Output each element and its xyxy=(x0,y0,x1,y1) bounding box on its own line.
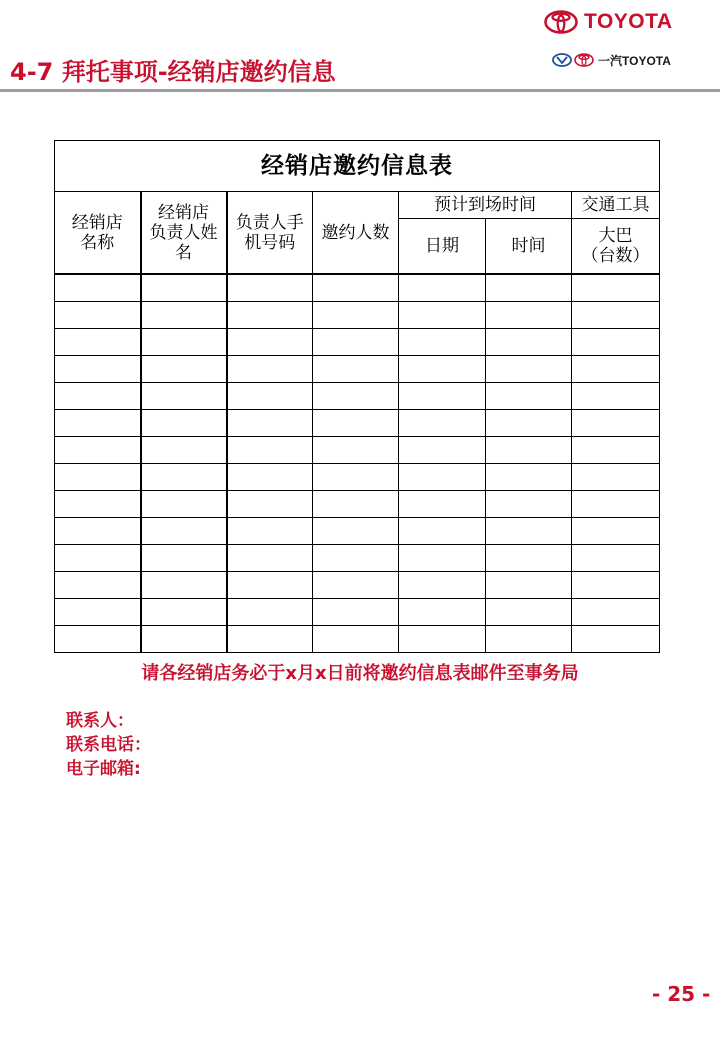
table-cell[interactable] xyxy=(572,329,660,356)
toyota-logo xyxy=(544,9,673,35)
header-bus-count: 大巴 （台数） xyxy=(572,219,660,275)
table-cell[interactable] xyxy=(313,491,399,518)
table-cell[interactable] xyxy=(55,464,141,491)
faw-emblem-icon xyxy=(552,53,572,67)
header-arrival-time-group: 预计到场时间 xyxy=(399,192,572,219)
page-number: - 25 - xyxy=(652,982,711,1006)
table-cell[interactable] xyxy=(486,599,572,626)
page-title: 4-7 拜托事项-经销店邀约信息 xyxy=(10,58,336,86)
table-cell[interactable] xyxy=(55,626,141,653)
table-cell[interactable] xyxy=(399,274,486,302)
table-cell[interactable] xyxy=(227,572,313,599)
dealer-invitation-table xyxy=(54,140,660,653)
table-cell[interactable] xyxy=(227,410,313,437)
table-cell[interactable] xyxy=(55,599,141,626)
table-cell[interactable] xyxy=(55,518,141,545)
table-row xyxy=(55,518,660,545)
table-row xyxy=(55,545,660,572)
toyota-small-emblem-icon xyxy=(574,53,594,67)
table-caption: 经销店邀约信息表 xyxy=(55,141,660,192)
table-cell[interactable] xyxy=(486,329,572,356)
table-cell[interactable] xyxy=(141,518,227,545)
table-cell[interactable] xyxy=(572,518,660,545)
table-cell[interactable] xyxy=(572,383,660,410)
table-cell[interactable] xyxy=(313,572,399,599)
contact-person-label: 联系人： xyxy=(66,711,134,731)
header-invite-count: 邀约人数 xyxy=(313,192,399,275)
table-cell[interactable] xyxy=(141,545,227,572)
table-cell[interactable] xyxy=(486,572,572,599)
table-cell[interactable] xyxy=(572,274,660,302)
table-cell[interactable] xyxy=(572,599,660,626)
faw-toyota-logo xyxy=(552,52,671,68)
table-row xyxy=(55,626,660,653)
table-cell[interactable] xyxy=(572,464,660,491)
submission-notice: 请各经销店务必于x月x日前将邀约信息表邮件至事务局 xyxy=(141,663,579,684)
table-cell[interactable] xyxy=(572,302,660,329)
table-cell[interactable] xyxy=(227,464,313,491)
table-row xyxy=(55,356,660,383)
table-cell[interactable] xyxy=(227,383,313,410)
table-cell[interactable] xyxy=(486,356,572,383)
table-row xyxy=(55,274,660,302)
table-cell[interactable] xyxy=(572,491,660,518)
table-cell[interactable] xyxy=(227,329,313,356)
table-cell[interactable] xyxy=(399,410,486,437)
table-cell[interactable] xyxy=(227,545,313,572)
table-cell[interactable] xyxy=(141,599,227,626)
table-cell[interactable] xyxy=(572,356,660,383)
table-cell[interactable] xyxy=(227,274,313,302)
table-cell[interactable] xyxy=(486,626,572,653)
table-row xyxy=(55,437,660,464)
table-cell[interactable] xyxy=(141,437,227,464)
table-cell[interactable] xyxy=(313,518,399,545)
table-cell[interactable] xyxy=(313,410,399,437)
table-cell[interactable] xyxy=(55,572,141,599)
table-cell[interactable] xyxy=(572,626,660,653)
table-cell[interactable] xyxy=(227,437,313,464)
table-cell[interactable] xyxy=(313,274,399,302)
table-cell[interactable] xyxy=(313,302,399,329)
table-cell[interactable] xyxy=(141,572,227,599)
table-cell[interactable] xyxy=(227,518,313,545)
table-cell[interactable] xyxy=(486,518,572,545)
table-cell[interactable] xyxy=(227,626,313,653)
table-cell[interactable] xyxy=(313,356,399,383)
header-dealer-name: 经销店 名称 xyxy=(55,192,141,275)
table-row xyxy=(55,491,660,518)
table-cell[interactable] xyxy=(486,302,572,329)
table-cell[interactable] xyxy=(227,356,313,383)
table-cell[interactable] xyxy=(399,518,486,545)
table-cell[interactable] xyxy=(399,356,486,383)
table-cell[interactable] xyxy=(141,274,227,302)
header-manager-name: 经销店 负责人姓 名 xyxy=(141,192,227,275)
table-cell[interactable] xyxy=(399,329,486,356)
table-cell[interactable] xyxy=(572,545,660,572)
table-cell[interactable] xyxy=(486,545,572,572)
contact-phone-label: 联系电话： xyxy=(66,735,151,755)
table-cell[interactable] xyxy=(399,464,486,491)
table-cell[interactable] xyxy=(141,383,227,410)
table-cell[interactable] xyxy=(572,572,660,599)
table-row xyxy=(55,572,660,599)
table-row xyxy=(55,410,660,437)
table-cell[interactable] xyxy=(141,410,227,437)
table-cell[interactable] xyxy=(141,329,227,356)
table-cell[interactable] xyxy=(486,410,572,437)
faw-toyota-wordmark: 一汽TOYOTA xyxy=(598,53,671,68)
table-row xyxy=(55,464,660,491)
table-cell[interactable] xyxy=(486,437,572,464)
table-cell[interactable] xyxy=(55,274,141,302)
table-cell[interactable] xyxy=(486,464,572,491)
table-cell[interactable] xyxy=(399,302,486,329)
toyota-wordmark: TOYOTA xyxy=(584,10,673,33)
table-cell[interactable] xyxy=(55,356,141,383)
toyota-emblem-icon xyxy=(544,10,578,34)
table-row xyxy=(55,302,660,329)
table-cell[interactable] xyxy=(227,599,313,626)
header-manager-phone: 负责人手 机号码 xyxy=(227,192,313,275)
table-cell[interactable] xyxy=(313,329,399,356)
table-cell[interactable] xyxy=(486,383,572,410)
table-cell[interactable] xyxy=(399,437,486,464)
table-cell[interactable] xyxy=(141,491,227,518)
table-row xyxy=(55,329,660,356)
table-cell[interactable] xyxy=(141,464,227,491)
table-cell[interactable] xyxy=(55,437,141,464)
table-cell[interactable] xyxy=(313,383,399,410)
table-cell[interactable] xyxy=(55,491,141,518)
table-cell[interactable] xyxy=(55,410,141,437)
table-cell[interactable] xyxy=(399,626,486,653)
table-cell[interactable] xyxy=(141,626,227,653)
table-cell[interactable] xyxy=(55,545,141,572)
header-time: 时间 xyxy=(486,219,572,275)
table-cell[interactable] xyxy=(486,491,572,518)
table-cell[interactable] xyxy=(313,545,399,572)
table-cell[interactable] xyxy=(399,491,486,518)
table-cell[interactable] xyxy=(399,599,486,626)
table-cell[interactable] xyxy=(399,545,486,572)
table-cell[interactable] xyxy=(55,383,141,410)
table-row xyxy=(55,383,660,410)
table-cell[interactable] xyxy=(486,274,572,302)
contact-block xyxy=(66,709,151,781)
contact-email-label: 电子邮箱: xyxy=(66,759,141,779)
table-cell[interactable] xyxy=(572,437,660,464)
table-cell[interactable] xyxy=(141,302,227,329)
table-body xyxy=(55,274,660,653)
table-cell[interactable] xyxy=(227,302,313,329)
table-cell[interactable] xyxy=(399,572,486,599)
header-transport-group: 交通工具 xyxy=(572,192,660,219)
table-cell[interactable] xyxy=(141,356,227,383)
title-divider xyxy=(0,89,720,92)
table-cell[interactable] xyxy=(227,491,313,518)
header-date: 日期 xyxy=(399,219,486,275)
table-cell[interactable] xyxy=(313,437,399,464)
table-cell[interactable] xyxy=(572,410,660,437)
table-cell[interactable] xyxy=(313,599,399,626)
table-cell[interactable] xyxy=(313,626,399,653)
table-cell[interactable] xyxy=(399,383,486,410)
table-cell[interactable] xyxy=(313,464,399,491)
table-row xyxy=(55,599,660,626)
table-cell[interactable] xyxy=(55,302,141,329)
table-cell[interactable] xyxy=(55,329,141,356)
